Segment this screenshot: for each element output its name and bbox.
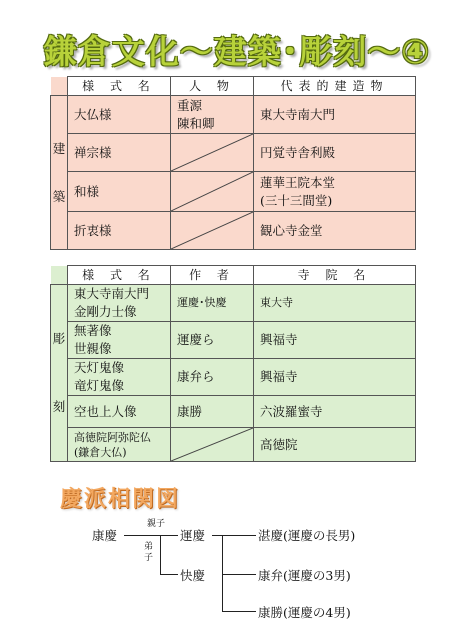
side-char: 建 <box>52 140 66 156</box>
author-cell: 運慶･快慶 <box>171 285 254 322</box>
author-cell: 運慶ら <box>171 322 254 359</box>
style-cell: 大仏様 <box>68 96 171 134</box>
node-kokei: 康慶 <box>92 528 118 543</box>
relation-disciple: 弟 子 <box>144 542 154 563</box>
temple-cell: 興福寺 <box>254 322 416 359</box>
building-cell: 円覚寺舎利殿 <box>254 134 416 172</box>
col-header-style: 様 式 名 <box>68 266 171 285</box>
line-to-koben <box>222 574 256 575</box>
side-label-sculpture <box>51 285 68 462</box>
architecture-table <box>50 76 416 250</box>
building-cell: 蓮華王院本堂 (三十三間堂) <box>254 172 416 212</box>
style-cell: 禅宗様 <box>68 134 171 172</box>
style-cell: 東大寺南大門 金剛力士像 <box>68 285 171 322</box>
genealogy-title: 慶派相関図 <box>60 487 181 512</box>
node-kosho: 康勝(運慶の4男) <box>258 605 351 620</box>
side-char: 刻 <box>52 399 66 414</box>
sculpture-table <box>50 265 416 462</box>
temple-cell: 興福寺 <box>254 359 416 396</box>
empty-diagonal-cell <box>171 428 254 462</box>
node-tankei: 湛慶(運慶の長男) <box>258 528 356 543</box>
style-cell: 天灯鬼像 竜灯鬼像 <box>68 359 171 396</box>
side-label-architecture <box>51 96 68 250</box>
person-cell: 重源 陳和卿 <box>171 96 254 134</box>
side-char: 彫 <box>52 331 66 346</box>
temple-cell: 東大寺 <box>254 285 416 322</box>
style-cell: 折衷様 <box>68 212 171 250</box>
style-cell: 高徳院阿弥陀仏 (鎌倉大仏) <box>68 428 171 462</box>
author-cell: 康弁ら <box>171 359 254 396</box>
col-header-temple: 寺 院 名 <box>254 266 416 285</box>
node-koben: 康弁(運慶の3男) <box>258 568 351 583</box>
col-header-building: 代表的建造物 <box>254 77 416 96</box>
empty-diagonal-cell <box>171 172 254 212</box>
header-spacer <box>51 266 68 285</box>
side-char: 築 <box>52 188 66 204</box>
col-header-style: 様 式 名 <box>68 77 171 96</box>
style-cell: 無著像 世親像 <box>68 322 171 359</box>
line-to-tankei <box>212 535 256 536</box>
col-header-person: 人 物 <box>171 77 254 96</box>
temple-cell: 高徳院 <box>254 428 416 462</box>
style-cell: 空也上人像 <box>68 396 171 428</box>
node-kaikei: 快慶 <box>180 568 206 583</box>
relation-parent-child: 親子 <box>147 519 166 529</box>
line-to-kosho <box>222 611 256 612</box>
building-cell: 東大寺南大門 <box>254 96 416 134</box>
style-cell: 和様 <box>68 172 171 212</box>
empty-diagonal-cell <box>171 134 254 172</box>
line-disciple-horiz <box>160 574 178 575</box>
node-unkei: 運慶 <box>180 528 206 543</box>
header-spacer <box>51 77 68 96</box>
line-disciple-vert <box>160 535 161 574</box>
col-header-author: 作 者 <box>171 266 254 285</box>
genealogy-chart <box>0 510 474 630</box>
page-title: 鎌倉文化～建築･彫刻～④ <box>43 32 431 71</box>
line-parent-child <box>124 535 178 536</box>
empty-diagonal-cell <box>171 212 254 250</box>
author-cell: 康勝 <box>171 396 254 428</box>
building-cell: 観心寺金堂 <box>254 212 416 250</box>
temple-cell: 六波羅蜜寺 <box>254 396 416 428</box>
